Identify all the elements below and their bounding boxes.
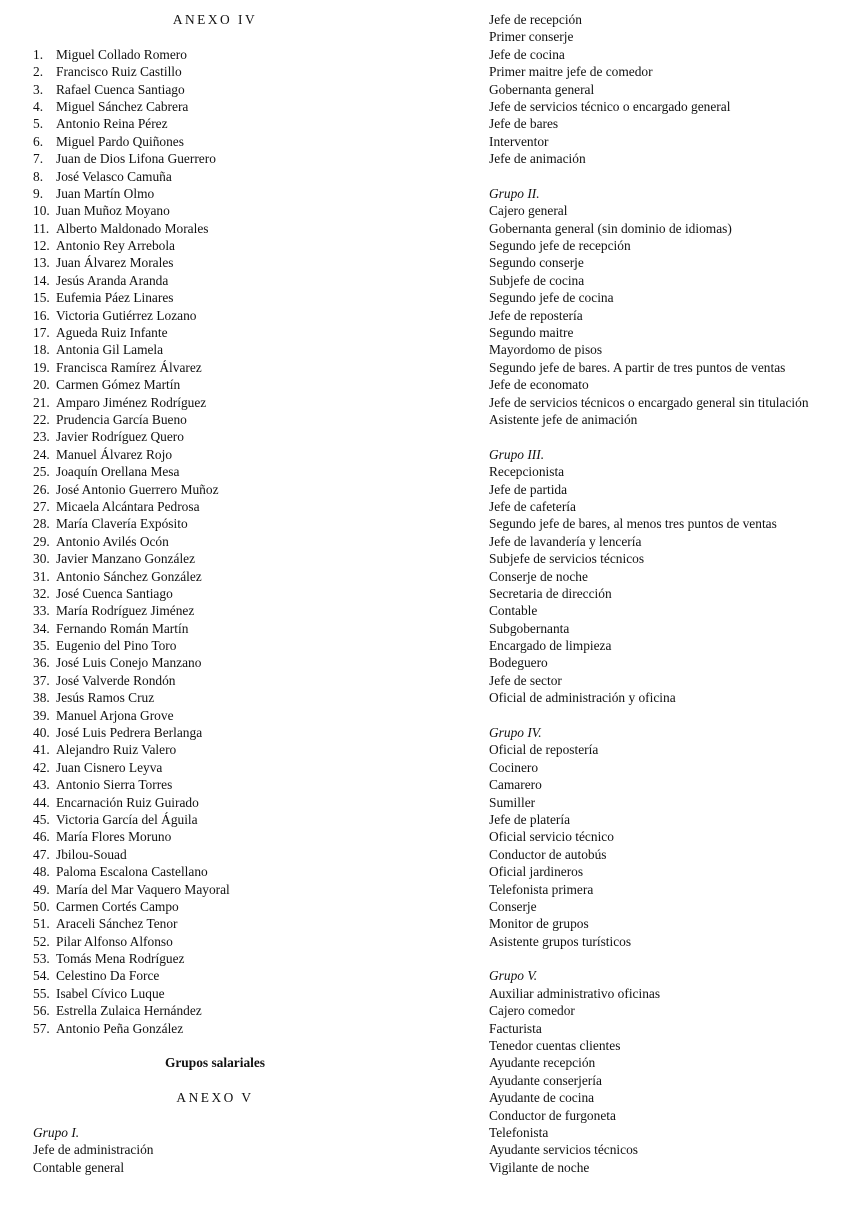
job-item: Ayudante de cocina bbox=[489, 1090, 595, 1106]
person-name: Manuel Arjona Grove bbox=[56, 707, 174, 723]
person-entry bbox=[33, 654, 453, 671]
person-entry bbox=[33, 585, 453, 602]
spacer bbox=[33, 1037, 453, 1054]
person-entry bbox=[33, 672, 453, 689]
person-entry bbox=[33, 150, 453, 167]
person-entry bbox=[33, 915, 453, 932]
person-entry bbox=[33, 254, 453, 271]
person-number: 2. bbox=[33, 64, 44, 80]
person-name: Antonio Rey Arrebola bbox=[56, 238, 176, 254]
job-item: Segundo jefe de bares, al menos tres puntos de ventas bbox=[489, 516, 777, 532]
person-number: 4. bbox=[33, 98, 44, 114]
person-number: 9. bbox=[33, 185, 44, 201]
person-number: 12. bbox=[33, 238, 50, 254]
person-name: Francisco Ruiz Castillo bbox=[56, 64, 182, 80]
job-item: Jefe de sector bbox=[489, 672, 562, 688]
job-item: Subjefe de servicios técnicos bbox=[489, 551, 645, 567]
person-name: Joaquín Orellana Mesa bbox=[56, 464, 180, 480]
person-number: 24. bbox=[33, 446, 50, 462]
person-entry bbox=[33, 481, 453, 498]
job-item: Telefonista bbox=[489, 1125, 549, 1140]
person-entry bbox=[33, 81, 453, 98]
person-number: 8. bbox=[33, 168, 44, 184]
job-item: Contable bbox=[489, 603, 538, 619]
person-entry bbox=[33, 620, 453, 637]
person-name: Araceli Sánchez Tenor bbox=[56, 916, 178, 932]
job-item: Oficial de repostería bbox=[489, 742, 599, 758]
person-entry bbox=[33, 776, 453, 793]
group-title: Grupo III. bbox=[489, 446, 545, 462]
person-entry bbox=[33, 950, 453, 967]
person-name: María del Mar Vaquero Mayoral bbox=[56, 881, 230, 897]
person-entry bbox=[33, 63, 453, 80]
person-entry bbox=[33, 220, 453, 237]
person-entry bbox=[33, 411, 453, 428]
group-title: Grupo IV. bbox=[489, 725, 542, 741]
person-name: Juan Cisnero Leyva bbox=[56, 759, 163, 775]
person-name: María Flores Moruno bbox=[56, 829, 172, 845]
person-number: 52. bbox=[33, 933, 50, 949]
job-item: Cajero general bbox=[489, 203, 568, 219]
job-item: Facturista bbox=[489, 1020, 542, 1036]
person-number: 46. bbox=[33, 829, 50, 845]
person-entry bbox=[33, 307, 453, 324]
person-entry bbox=[33, 289, 453, 306]
person-entry bbox=[33, 828, 453, 845]
job-item: Primer conserje bbox=[489, 29, 574, 45]
person-entry bbox=[33, 98, 453, 115]
job-item: Oficial de administración y oficina bbox=[489, 690, 676, 706]
person-name: Juan de Dios Lifona Guerrero bbox=[56, 151, 216, 167]
job-item: Monitor de grupos bbox=[489, 916, 589, 932]
job-item: Oficial jardineros bbox=[489, 864, 584, 880]
person-number: 50. bbox=[33, 898, 50, 914]
person-name: Antonio Reina Pérez bbox=[56, 116, 168, 132]
job-item: Jefe de cocina bbox=[489, 46, 565, 62]
person-number: 47. bbox=[33, 846, 50, 862]
person-number: 35. bbox=[33, 638, 50, 654]
person-name: Rafael Cuenca Santiago bbox=[56, 81, 185, 97]
person-entry bbox=[33, 202, 453, 219]
job-item: Jefe de servicios técnicos o encargado general sin titulación bbox=[489, 394, 809, 410]
person-number: 48. bbox=[33, 864, 50, 880]
job-item: Segundo jefe de bares. A partir de tres puntos de ventas bbox=[489, 359, 786, 375]
job-item: Ayudante recepción bbox=[489, 1055, 596, 1071]
person-number: 5. bbox=[33, 116, 44, 132]
person-entry bbox=[33, 237, 453, 254]
person-number: 10. bbox=[33, 203, 50, 219]
person-number: 14. bbox=[33, 272, 50, 288]
person-entry bbox=[33, 1002, 453, 1019]
job-item: Segundo jefe de cocina bbox=[489, 290, 614, 306]
person-entry bbox=[33, 967, 453, 984]
job-item: Oficial servicio técnico bbox=[489, 829, 614, 845]
person-name: María Rodríguez Jiménez bbox=[56, 603, 195, 619]
person-number: 57. bbox=[33, 1020, 50, 1036]
person-name: Jesús Ramos Cruz bbox=[56, 690, 155, 706]
person-name: José Velasco Camuña bbox=[56, 168, 172, 184]
person-entry bbox=[33, 498, 453, 515]
person-number: 7. bbox=[33, 151, 44, 167]
job-item: Secretaria de dirección bbox=[489, 585, 612, 601]
job-item: Asistente jefe de animación bbox=[489, 411, 638, 427]
person-name: Celestino Da Force bbox=[56, 968, 160, 984]
job-item: Mayordomo de pisos bbox=[489, 342, 603, 358]
person-name: Paloma Escalona Castellano bbox=[56, 864, 208, 880]
job-item: Vigilante de noche bbox=[489, 1159, 590, 1175]
person-number: 38. bbox=[33, 690, 50, 706]
person-number: 30. bbox=[33, 551, 50, 567]
person-name: José Luis Conejo Manzano bbox=[56, 655, 202, 671]
person-entry bbox=[33, 637, 453, 654]
person-name: Jbilou-Souad bbox=[56, 846, 127, 862]
person-name: Antonio Avilés Ocón bbox=[56, 533, 169, 549]
person-entry bbox=[33, 463, 453, 480]
person-name: Alejandro Ruiz Valero bbox=[56, 742, 177, 758]
person-name: José Valverde Rondón bbox=[56, 672, 176, 688]
person-number: 11. bbox=[33, 220, 50, 236]
left-column bbox=[33, 11, 453, 1176]
person-entry bbox=[33, 133, 453, 150]
person-name: Agueda Ruiz Infante bbox=[56, 325, 168, 341]
group-title: Grupo II. bbox=[489, 185, 540, 201]
person-name: Fernando Román Martín bbox=[56, 620, 189, 636]
person-entry bbox=[33, 550, 453, 567]
job-item: Jefe de platería bbox=[489, 811, 571, 827]
person-name: Victoria Gutiérrez Lozano bbox=[56, 307, 197, 323]
person-name: Juan Álvarez Morales bbox=[56, 255, 174, 271]
person-entry bbox=[33, 168, 453, 185]
person-entry bbox=[33, 724, 453, 741]
person-entry bbox=[33, 1020, 453, 1037]
job-item: Sumiller bbox=[489, 794, 536, 810]
job-item: Contable general bbox=[33, 1159, 125, 1175]
person-name: Miguel Pardo Quiñones bbox=[56, 133, 184, 149]
job-item: Jefe de bares bbox=[489, 116, 559, 132]
person-entry bbox=[33, 846, 453, 863]
person-number: 40. bbox=[33, 725, 50, 741]
person-name: Antonia Gil Lamela bbox=[56, 342, 164, 358]
job-item: Segundo conserje bbox=[489, 255, 584, 271]
person-entry bbox=[33, 863, 453, 880]
person-name: Antonio Sánchez González bbox=[56, 568, 202, 584]
person-number: 26. bbox=[33, 481, 50, 497]
person-number: 19. bbox=[33, 359, 50, 375]
person-name: Prudencia García Bueno bbox=[56, 411, 187, 427]
job-item: Camarero bbox=[489, 777, 542, 793]
person-number: 18. bbox=[33, 342, 50, 358]
person-entry bbox=[33, 376, 453, 393]
job-item: Bodeguero bbox=[489, 655, 548, 671]
person-name: Alberto Maldonado Morales bbox=[56, 220, 209, 236]
job-item: Jefe de lavandería y lencería bbox=[489, 533, 642, 549]
person-number: 44. bbox=[33, 794, 50, 810]
spacer bbox=[33, 28, 453, 45]
job-item: Subgobernanta bbox=[489, 620, 570, 636]
person-number: 39. bbox=[33, 707, 50, 723]
annex-iv-title: ANEXO IV bbox=[172, 12, 258, 27]
annex-v-title: ANEXO V bbox=[176, 1090, 254, 1106]
person-entry bbox=[33, 515, 453, 532]
person-name: Carmen Gómez Martín bbox=[56, 377, 181, 393]
person-entry bbox=[33, 759, 453, 776]
job-item: Telefonista primera bbox=[489, 881, 594, 897]
person-entry bbox=[33, 811, 453, 828]
person-number: 36. bbox=[33, 655, 50, 671]
person-name: Amparo Jiménez Rodríguez bbox=[56, 394, 207, 410]
person-number: 16. bbox=[33, 307, 50, 323]
person-name: Antonio Peña González bbox=[56, 1020, 184, 1036]
spacer bbox=[33, 1072, 453, 1089]
person-number: 42. bbox=[33, 759, 50, 775]
person-entry bbox=[33, 185, 453, 202]
person-number: 32. bbox=[33, 585, 50, 601]
person-number: 28. bbox=[33, 516, 50, 532]
job-item: Ayudante conserjería bbox=[489, 1072, 602, 1088]
person-number: 1. bbox=[33, 46, 44, 62]
person-number: 54. bbox=[33, 968, 50, 984]
person-entry bbox=[33, 446, 453, 463]
person-name: Eugenio del Pino Toro bbox=[56, 638, 177, 654]
person-name: Encarnación Ruiz Guirado bbox=[56, 794, 199, 810]
person-name: Juan Martín Olmo bbox=[56, 185, 155, 201]
person-number: 49. bbox=[33, 881, 50, 897]
person-entry bbox=[33, 933, 453, 950]
job-item: Jefe de repostería bbox=[489, 307, 583, 323]
person-entry bbox=[33, 394, 453, 411]
person-name: Estrella Zulaica Hernández bbox=[56, 1003, 202, 1019]
job-item: Jefe de servicios técnico o encargado general bbox=[489, 98, 731, 114]
person-number: 27. bbox=[33, 498, 50, 514]
person-name: Pilar Alfonso Alfonso bbox=[56, 933, 173, 949]
person-entry bbox=[33, 533, 453, 550]
person-name: Miguel Sánchez Cabrera bbox=[56, 98, 189, 114]
job-item: Cajero comedor bbox=[489, 1003, 575, 1019]
job-item: Conductor de furgoneta bbox=[489, 1107, 616, 1123]
job-item: Ayudante servicios técnicos bbox=[489, 1142, 638, 1158]
person-name: Francisca Ramírez Álvarez bbox=[56, 359, 202, 375]
person-number: 34. bbox=[33, 620, 50, 636]
person-entry bbox=[33, 898, 453, 915]
job-item: Tenedor cuentas clientes bbox=[489, 1038, 621, 1054]
person-number: 45. bbox=[33, 811, 50, 827]
person-number: 22. bbox=[33, 411, 50, 427]
job-item: Jefe de economato bbox=[489, 377, 589, 393]
job-item: Asistente grupos turísticos bbox=[489, 933, 632, 949]
job-item: Jefe de administración bbox=[33, 1142, 154, 1158]
person-number: 25. bbox=[33, 464, 50, 480]
person-entry bbox=[33, 359, 453, 376]
person-name: Miguel Collado Romero bbox=[56, 46, 187, 62]
job-item: Conserje de noche bbox=[489, 568, 588, 584]
spacer bbox=[489, 428, 849, 445]
person-name: José Cuenca Santiago bbox=[56, 585, 173, 601]
person-entry bbox=[33, 46, 453, 63]
person-number: 51. bbox=[33, 916, 50, 932]
job-item: Conductor de autobús bbox=[489, 846, 607, 862]
job-item: Segundo jefe de recepción bbox=[489, 238, 631, 254]
person-entry bbox=[33, 794, 453, 811]
job-item: Primer maitre jefe de comedor bbox=[489, 64, 653, 80]
person-entry bbox=[33, 881, 453, 898]
person-number: 31. bbox=[33, 568, 50, 584]
job-item: Interventor bbox=[489, 133, 549, 149]
person-name: Tomás Mena Rodríguez bbox=[56, 951, 185, 967]
person-entry bbox=[33, 602, 453, 619]
person-number: 56. bbox=[33, 1003, 50, 1019]
person-entry bbox=[33, 272, 453, 289]
job-item: Jefe de recepción bbox=[489, 12, 582, 27]
person-number: 43. bbox=[33, 777, 50, 793]
job-item: Subjefe de cocina bbox=[489, 272, 585, 288]
person-number: 20. bbox=[33, 377, 50, 393]
job-item: Jefe de cafetería bbox=[489, 498, 576, 514]
person-entry bbox=[33, 341, 453, 358]
person-entry bbox=[33, 428, 453, 445]
person-name: Jesús Aranda Aranda bbox=[56, 272, 169, 288]
person-entry bbox=[33, 707, 453, 724]
job-item: Jefe de animación bbox=[489, 151, 586, 167]
person-number: 13. bbox=[33, 255, 50, 271]
person-name: Eufemia Páez Linares bbox=[56, 290, 174, 306]
person-number: 15. bbox=[33, 290, 50, 306]
spacer bbox=[489, 168, 849, 185]
person-name: Isabel Cívico Luque bbox=[56, 985, 165, 1001]
person-number: 55. bbox=[33, 985, 50, 1001]
person-number: 3. bbox=[33, 81, 44, 97]
job-item: Gobernanta general (sin dominio de idiomas) bbox=[489, 220, 732, 236]
group-title: Grupo I. bbox=[33, 1125, 80, 1140]
job-item: Recepcionista bbox=[489, 464, 565, 480]
spacer bbox=[33, 1107, 453, 1124]
person-name: Juan Muñoz Moyano bbox=[56, 203, 170, 219]
person-name: Javier Manzano González bbox=[56, 551, 196, 567]
job-item: Cocinero bbox=[489, 759, 539, 775]
person-name: Javier Rodríguez Quero bbox=[56, 429, 184, 445]
person-number: 21. bbox=[33, 394, 50, 410]
job-item: Conserje bbox=[489, 898, 537, 914]
person-entry bbox=[33, 689, 453, 706]
person-number: 37. bbox=[33, 672, 50, 688]
person-entry bbox=[33, 985, 453, 1002]
person-entry bbox=[33, 568, 453, 585]
person-number: 6. bbox=[33, 133, 44, 149]
salary-groups-heading: Grupos salariales bbox=[164, 1055, 266, 1071]
person-number: 33. bbox=[33, 603, 50, 619]
person-name: Micaela Alcántara Pedrosa bbox=[56, 498, 200, 514]
right-column bbox=[489, 11, 849, 1176]
person-name: Manuel Álvarez Rojo bbox=[56, 446, 173, 462]
person-entry bbox=[33, 741, 453, 758]
person-name: José Antonio Guerrero Muñoz bbox=[56, 481, 219, 497]
person-name: María Clavería Expósito bbox=[56, 516, 188, 532]
job-item: Auxiliar administrativo oficinas bbox=[489, 985, 661, 1001]
person-number: 23. bbox=[33, 429, 50, 445]
group-title: Grupo V. bbox=[489, 968, 538, 984]
person-entry bbox=[33, 324, 453, 341]
spacer bbox=[489, 950, 849, 967]
person-name: Carmen Cortés Campo bbox=[56, 898, 179, 914]
person-entry bbox=[33, 115, 453, 132]
person-name: Antonio Sierra Torres bbox=[56, 777, 173, 793]
person-number: 29. bbox=[33, 533, 50, 549]
person-name: Victoria García del Águila bbox=[56, 811, 198, 827]
job-item: Encargado de limpieza bbox=[489, 638, 612, 654]
person-number: 41. bbox=[33, 742, 50, 758]
person-name: José Luis Pedrera Berlanga bbox=[56, 725, 203, 741]
spacer bbox=[489, 707, 849, 724]
person-number: 53. bbox=[33, 951, 50, 967]
person-number: 17. bbox=[33, 325, 50, 341]
job-item: Jefe de partida bbox=[489, 481, 568, 497]
job-item: Segundo maitre bbox=[489, 325, 574, 341]
job-item: Gobernanta general bbox=[489, 81, 595, 97]
